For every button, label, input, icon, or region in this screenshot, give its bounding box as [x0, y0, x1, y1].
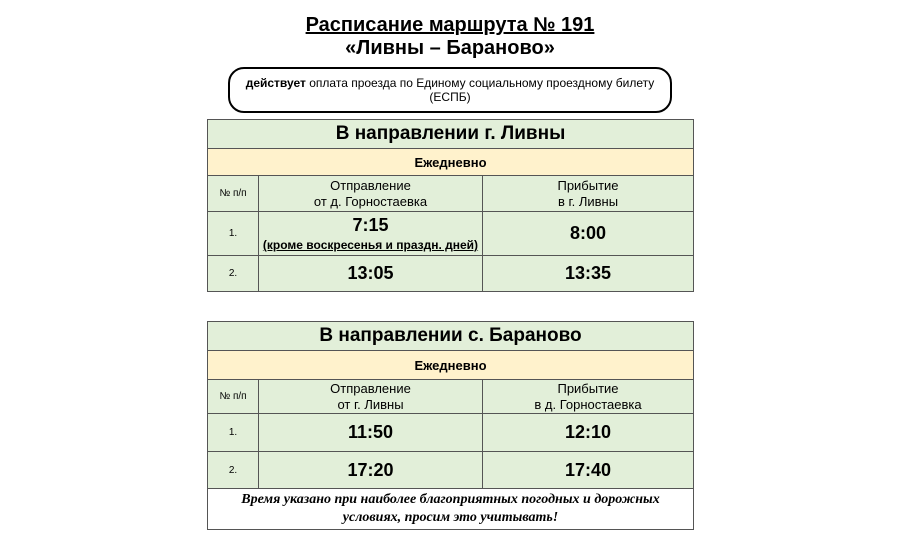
route-name: «Ливны – Бараново» — [345, 37, 555, 59]
footnote-line2: условиях, просим это учитывать! — [342, 510, 559, 525]
table-row — [208, 452, 694, 489]
row-number: 2. — [208, 256, 259, 292]
arrival-time: 12:10 — [483, 414, 694, 452]
notice-text: оплата проезда по Единому социальному проездному билету (ЕСПБ) — [305, 76, 655, 104]
frequency-label: Ежедневно — [208, 149, 694, 176]
arrival-time: 13:35 — [483, 256, 694, 292]
schedule-table-to-livny — [207, 119, 694, 292]
column-header-departure — [259, 176, 483, 212]
espb-notice — [228, 67, 672, 113]
departure-time: 11:50 — [259, 414, 483, 452]
arrival-time: 8:00 — [483, 212, 694, 256]
table-row — [208, 414, 694, 452]
schedule-table-to-baranovo — [207, 321, 694, 530]
footnote — [208, 489, 694, 530]
departure-time: 7:15 — [352, 215, 389, 235]
direction-heading: В направлении с. Бараново — [208, 322, 694, 351]
page-title: Расписание маршрута № 191 — [305, 14, 595, 36]
row-number: 1. — [208, 414, 259, 452]
departure-time: 17:20 — [259, 452, 483, 489]
departure-time: 13:05 — [259, 256, 483, 292]
row-number: 2. — [208, 452, 259, 489]
departure-header-line1: Отправление — [330, 177, 411, 193]
arrival-header-line1: Прибытие — [557, 177, 619, 193]
departure-note: (кроме воскресенья и праздн. дней) — [262, 238, 479, 252]
direction-heading: В направлении г. Ливны — [208, 120, 694, 149]
notice-bold-text: действует — [245, 76, 306, 90]
departure-cell — [259, 212, 483, 256]
arrival-time: 17:40 — [483, 452, 694, 489]
row-number: 1. — [208, 212, 259, 256]
departure-header-line2: от д. Горностаевка — [313, 193, 428, 209]
frequency-label: Ежедневно — [208, 351, 694, 380]
column-header-arrival — [483, 380, 694, 414]
column-header-departure — [259, 380, 483, 414]
arrival-header-line2: в д. Горностаевка — [534, 396, 642, 412]
arrival-header-line1: Прибытие — [557, 380, 619, 396]
arrival-header-line2: в г. Ливны — [557, 193, 619, 209]
column-header-number: № п/п — [208, 380, 259, 414]
column-header-number: № п/п — [208, 176, 259, 212]
footnote-line1: Время указано при наиболее благоприятных погодных и дорожных — [241, 492, 660, 507]
column-header-arrival — [483, 176, 694, 212]
departure-header-line2: от г. Ливны — [337, 396, 404, 412]
departure-header-line1: Отправление — [330, 380, 411, 396]
table-row — [208, 256, 694, 292]
table-row — [208, 212, 694, 256]
